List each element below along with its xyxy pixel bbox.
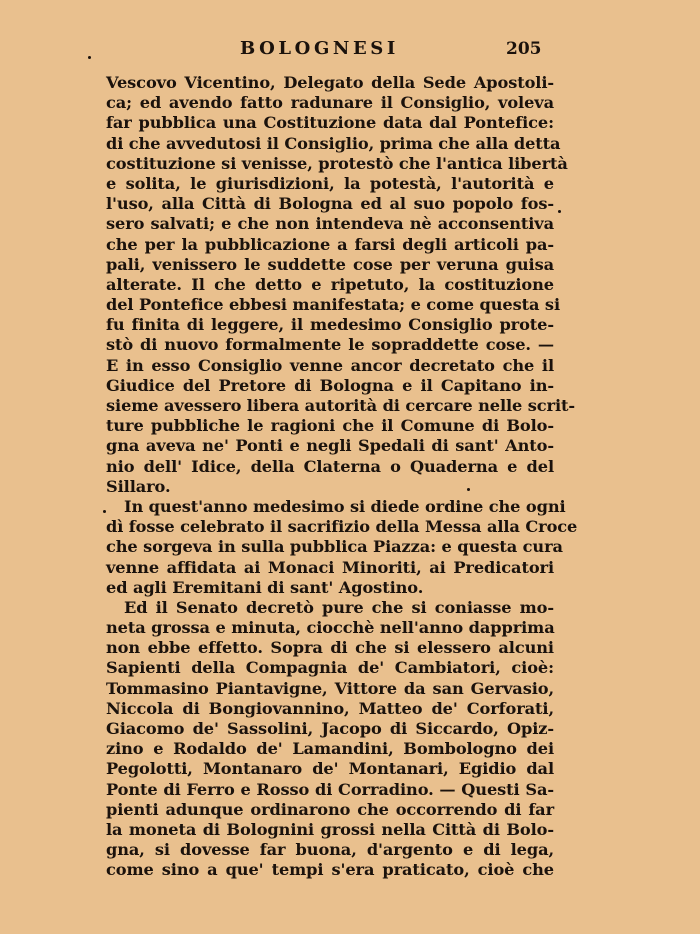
text-line: e solita, le giurisdizioni, la potestà, l'autorità e: [106, 173, 554, 193]
running-head: [0, 38, 700, 62]
text-line: venne affidata ai Monaci Minoriti, ai Predicatori: [106, 557, 554, 577]
text-line: Giudice del Pretore di Bologna e il Capitano in-: [106, 375, 554, 395]
text-line: ture pubbliche le ragioni che il Comune di Bolo-: [106, 416, 554, 436]
text-line: dì fosse celebrato il sacrifizio della Messa alla Croce: [106, 517, 578, 537]
running-title: BOLOGNESI: [240, 38, 399, 59]
text-line: alterate. Il che detto e ripetuto, la costituzione: [106, 274, 554, 294]
text-line: neta grossa e minuta, ciocchè nell'anno dapprima: [106, 618, 555, 638]
text-line: pienti adunque ordinarono che occorrendo di far: [106, 799, 554, 819]
page-number: 205: [506, 39, 542, 59]
text-line: l'uso, alla Città di Bologna ed al suo popolo fos-: [106, 194, 554, 214]
text-line: ca; ed avendo fatto radunare il Consiglio, voleva: [106, 93, 554, 113]
paragraph-start-line: In quest'anno medesimo si diede ordine che ogni: [124, 496, 566, 516]
text-line: Niccola di Bongiovannino, Matteo de' Corforati,: [106, 698, 554, 718]
text-line: far pubblica una Costituzione data dal Pontefice:: [106, 113, 554, 133]
text-line: gna, si dovesse far buona, d'argento e di lega,: [106, 840, 554, 860]
text-line: Vescovo Vicentino, Delegato della Sede Apostoli-: [106, 73, 554, 92]
text-line: fu finita di leggere, il medesimo Consiglio prote-: [106, 315, 554, 335]
text-line: del Pontefice ebbesi manifestata; e come questa si: [106, 295, 560, 315]
text-line: gna aveva ne' Ponti e negli Spedali di sant' Anto-: [106, 436, 554, 456]
body-text: [106, 73, 578, 881]
text-line: sero salvati; e che non intendeva nè acconsentiva: [106, 214, 554, 234]
text-line: la moneta di Bolognini grossi nella Città di Bolo-: [106, 819, 554, 839]
text-line: costituzione si venisse, protestò che l'antica libertà: [106, 153, 568, 173]
text-line: sieme avessero libera autorità di cercare nelle scrit-: [106, 396, 576, 415]
text-line: nio dell' Idice, della Claterna o Quaderna e del: [106, 456, 554, 476]
text-line: ed agli Eremitani di sant' Agostino.: [106, 577, 424, 597]
text-line: che sorgeva in sulla pubblica Piazza: e questa cura: [106, 537, 563, 557]
text-line: di che avvedutosi il Consiglio, prima che alla detta: [106, 133, 561, 153]
text-line: stò di nuovo formalmente le sopraddette cose. —: [106, 335, 554, 355]
printer-speck: [467, 488, 470, 491]
text-line: come sino a que' tempi s'era praticato, cioè che: [106, 860, 554, 880]
text-line: Sapienti della Compagnia de' Cambiatori, cioè:: [106, 658, 554, 678]
text-line: Tommasino Piantavigne, Vittore da san Gervasio,: [106, 678, 554, 698]
text-line: che per la pubblicazione a farsi degli articoli pa-: [106, 234, 554, 254]
text-line: pali, venissero le suddette cose per veruna guisa: [106, 254, 554, 274]
printer-speck: [558, 210, 561, 213]
text-line: Sillaro.: [106, 476, 171, 496]
printer-speck: [88, 56, 91, 59]
text-line: Ponte di Ferro e Rosso di Corradino. — Questi Sa-: [106, 779, 554, 799]
printer-speck: [103, 510, 106, 513]
text-line: E in esso Consiglio venne ancor decretato che il: [106, 355, 554, 375]
text-line: Giacomo de' Sassolini, Jacopo di Siccardo, Opiz-: [106, 719, 554, 738]
paragraph-start-line: Ed il Senato decretò pure che si coniasse mo-: [124, 597, 554, 617]
text-line: zino e Rodaldo de' Lamandini, Bombologno dei: [106, 739, 554, 759]
text-line: Pegolotti, Montanaro de' Montanari, Egidio dal: [106, 759, 554, 779]
text-line: non ebbe effetto. Sopra di che si elessero alcuni: [106, 638, 554, 658]
